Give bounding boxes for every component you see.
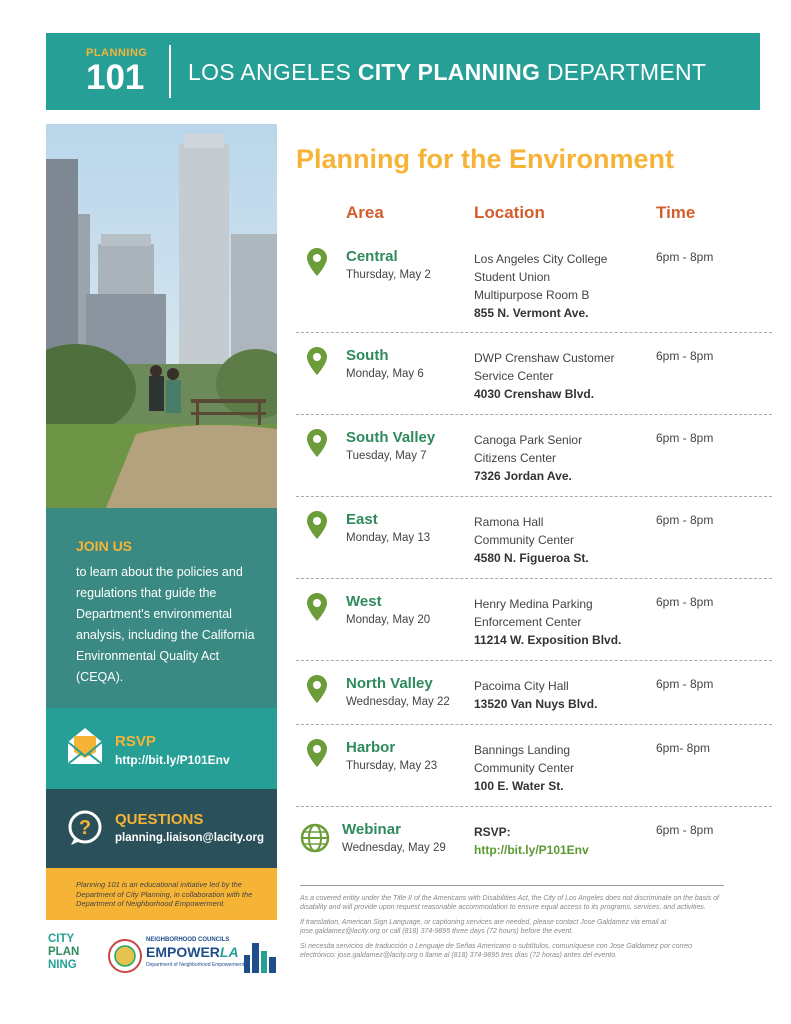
event-row-west: [296, 593, 772, 653]
webinar-date: Wednesday, May 29: [342, 842, 446, 854]
event-time: 6pm - 8pm: [656, 250, 714, 264]
event-time: 6pm- 8pm: [656, 741, 711, 755]
event-address: 855 N. Vermont Ave.: [474, 306, 589, 320]
questions-panel: [46, 789, 277, 868]
event-row-south-valley: [296, 429, 772, 489]
row-divider: [296, 578, 772, 579]
rsvp-panel: [46, 708, 277, 789]
row-divider: [296, 724, 772, 725]
questions-email-link[interactable]: planning.liaison@lacity.org: [115, 832, 265, 844]
ada-notice: As a covered entity under the Title II of the Americans with Disabilities Act, the City of Los Angeles does not discriminate on the basis of disability and will provide upon request reasonable accommodation to ensure equal access to its programs, services, and activities.: [300, 895, 719, 911]
event-row-harbor: [296, 739, 772, 799]
event-location: Henry Medina Parking Enforcement Center 11214 W. Exposition Blvd.: [474, 597, 622, 647]
event-location: Los Angeles City College Student Union Multipurpose Room B 855 N. Vermont Ave.: [474, 252, 608, 320]
event-date: Thursday, May 23: [346, 760, 438, 772]
event-area: South: [346, 347, 389, 364]
event-address: 7326 Jordan Ave.: [474, 469, 572, 483]
city-planning-logo: CITY PLAN NING: [48, 933, 80, 971]
column-header-time: Time: [656, 203, 696, 222]
event-date: Tuesday, May 7: [346, 450, 427, 462]
webinar-location: RSVP: http://bit.ly/P101Env: [474, 823, 654, 859]
city-skyline-photo: [46, 124, 277, 508]
event-address: 13520 Van Nuys Blvd.: [474, 697, 598, 711]
event-area: Central: [346, 248, 398, 265]
department-title: LOS ANGELES CITY PLANNING DEPARTMENT: [188, 59, 707, 85]
nc-sub-text: Department of Neighborhood Empowerment: [146, 962, 245, 968]
planning-101-number: 101: [86, 58, 145, 97]
rsvp-link[interactable]: http://bit.ly/P101Env: [115, 753, 230, 767]
translation-notice: If translation, American Sign Language, or captioning services are needed, please contact Jose Galdamez via email at jose.galdamez@lacity.org or call (818) 374-9895 three days (72 hours) before the event.: [300, 919, 667, 935]
svg-text:?: ?: [78, 817, 92, 839]
row-divider: [296, 332, 772, 333]
location-pin-icon: [307, 593, 327, 626]
questions-heading: QUESTIONS: [115, 811, 204, 828]
empower-la-logo: [108, 935, 278, 979]
event-time: 6pm - 8pm: [656, 677, 714, 691]
event-address: 4030 Crenshaw Blvd.: [474, 387, 595, 401]
event-location: Bannings Landing Community Center 100 E. Water St.: [474, 743, 575, 793]
join-us-heading: JOIN US: [76, 538, 133, 554]
row-divider: [296, 806, 772, 807]
event-area: South Valley: [346, 429, 436, 446]
join-us-text: to learn about the policies and regulations that guide the Department's environmental analysis, including the California Environmental Quality Act (CEQA).: [76, 565, 255, 684]
event-location: DWP Crenshaw Customer Service Center 4030 Crenshaw Blvd.: [474, 351, 615, 401]
event-row-webinar: [296, 821, 772, 866]
event-area: East: [346, 511, 378, 528]
column-header-area: Area: [346, 203, 384, 222]
event-row-east: [296, 511, 772, 571]
event-date: Thursday, May 2: [346, 269, 431, 281]
location-pin-icon: [307, 429, 327, 462]
event-time: 6pm - 8pm: [656, 349, 714, 363]
envelope-icon: [66, 726, 104, 771]
city-seal-icon: [108, 939, 142, 973]
event-row-south: [296, 347, 772, 407]
location-pin-icon: [307, 347, 327, 380]
row-divider: [296, 496, 772, 497]
event-location: Ramona Hall Community Center 4580 N. Figueroa St.: [474, 515, 589, 565]
row-divider: [296, 414, 772, 415]
location-pin-icon: [307, 739, 327, 772]
location-pin-icon: [307, 675, 327, 708]
event-date: Monday, May 6: [346, 368, 424, 380]
event-row-north-valley: [296, 675, 772, 720]
skyline-icon: [242, 939, 278, 975]
event-area: West: [346, 593, 382, 610]
planning-101-note: [46, 868, 277, 920]
event-location: Pacoima City Hall 13520 Van Nuys Blvd.: [474, 679, 598, 711]
event-time: 6pm - 8pm: [656, 513, 714, 527]
header-banner: [46, 33, 760, 110]
event-address: 4580 N. Figueroa St.: [474, 551, 589, 565]
join-us-panel: [46, 508, 277, 708]
empower-la-wordmark: EMPOWERLA: [146, 944, 239, 960]
location-pin-icon: [307, 511, 327, 544]
event-area: Harbor: [346, 739, 396, 756]
event-time: 6pm - 8pm: [656, 595, 714, 609]
event-time: 6pm - 8pm: [656, 431, 714, 445]
column-header-location: Location: [474, 203, 545, 222]
page-title: Planning for the Environment: [296, 144, 675, 174]
webinar-time: 6pm - 8pm: [656, 823, 714, 837]
webinar-rsvp-link[interactable]: http://bit.ly/P101Env: [474, 843, 589, 857]
event-area: North Valley: [346, 675, 433, 692]
event-address: 100 E. Water St.: [474, 779, 564, 793]
spanish-notice: Si necesita servicios de traducción o Lenguaje de Señas Americano o subtítulos, comuníquese con Jose Galdamez por correo electrónico: jose.galdamez@lacity.org o llame al (818) 374-9895 tres días (72 horas) antes del evento.: [300, 943, 692, 959]
location-pin-icon: [307, 248, 327, 281]
header-divider: [169, 45, 171, 98]
planning-label: PLANNING: [86, 47, 148, 59]
rsvp-heading: RSVP: [115, 733, 156, 750]
note-text: Planning 101 is an educational initiative led by the Department of City Planning, in collaboration with the Department of Neighborhood Empowerment.: [76, 880, 253, 908]
event-date: Monday, May 13: [346, 532, 431, 544]
event-location: Canoga Park Senior Citizens Center 7326 Jordan Ave.: [474, 433, 583, 483]
nc-top-text: NEIGHBORHOOD COUNCILS: [146, 937, 230, 943]
legal-notice: [300, 885, 724, 966]
event-date: Wednesday, May 22: [346, 696, 450, 708]
question-bubble-icon: [66, 809, 104, 852]
event-address: 11214 W. Exposition Blvd.: [474, 633, 622, 647]
event-row-central: [296, 248, 772, 328]
row-divider: [296, 660, 772, 661]
webinar-area: Webinar: [342, 821, 401, 838]
globe-icon: [300, 823, 330, 858]
event-date: Monday, May 20: [346, 614, 431, 626]
